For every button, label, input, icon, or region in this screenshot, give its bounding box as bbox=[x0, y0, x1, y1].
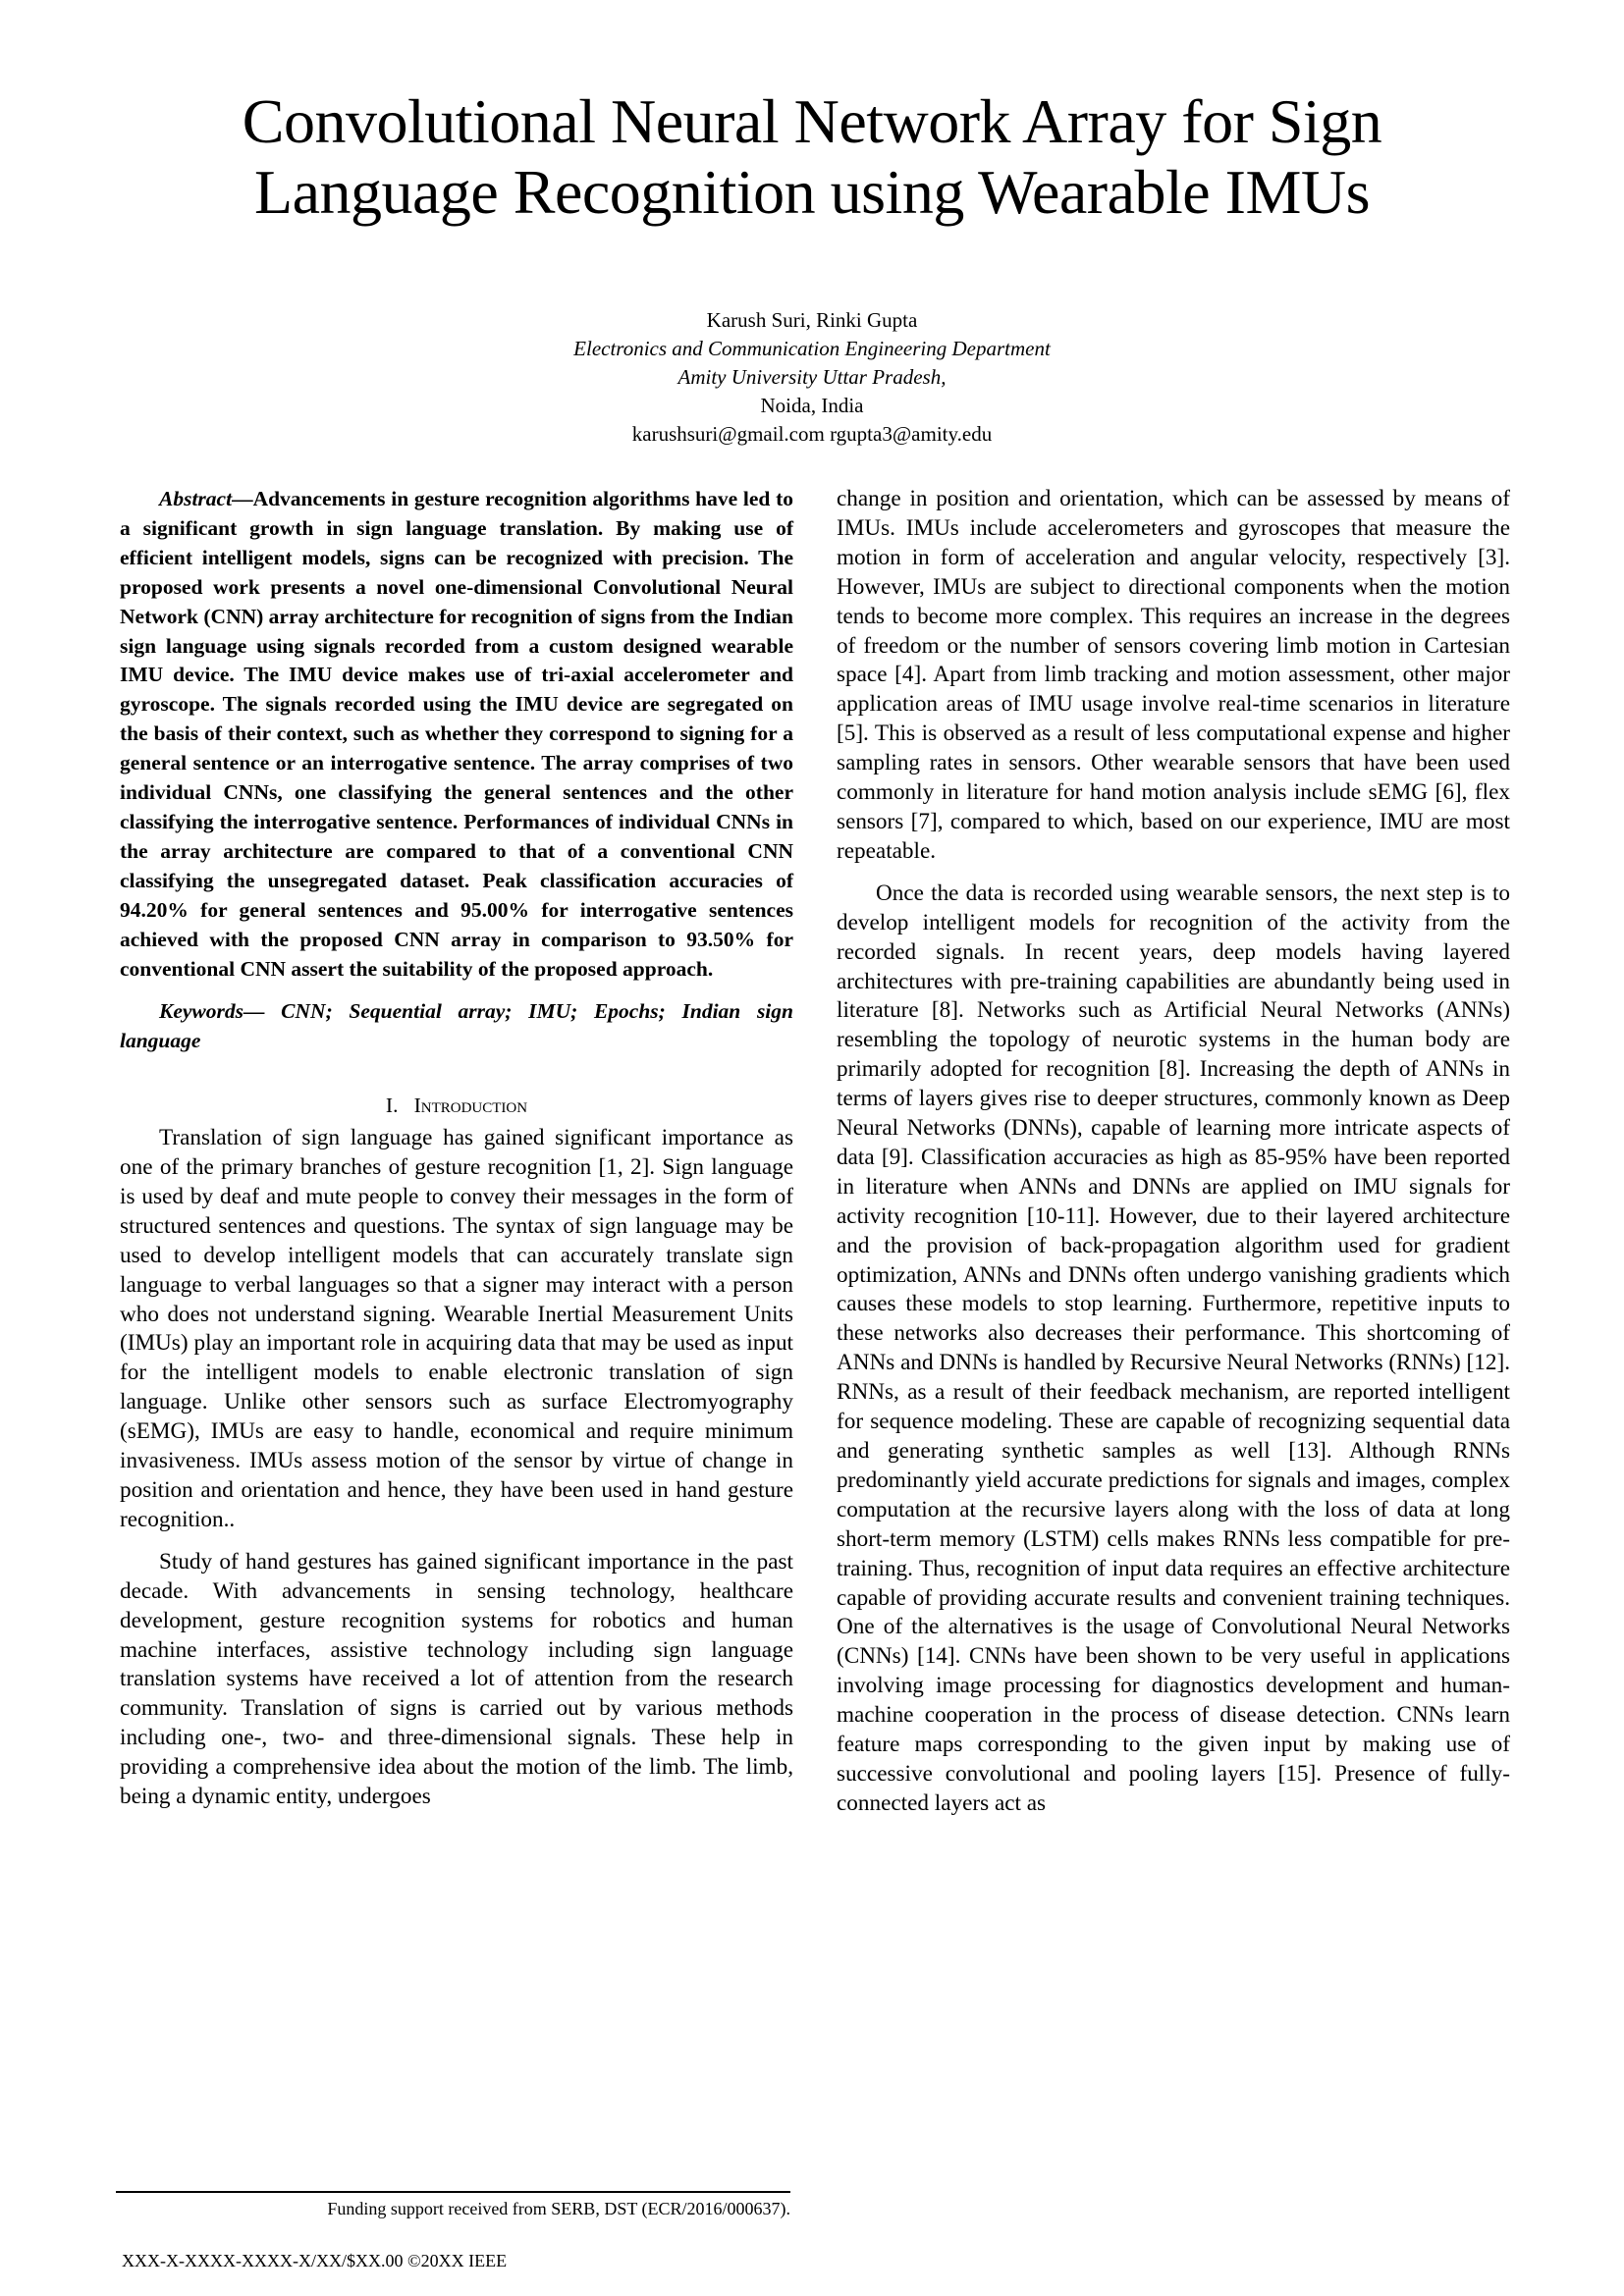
author-block bbox=[0, 306, 1624, 449]
left-column bbox=[120, 485, 793, 1812]
intro-paragraph-2-continued: change in position and orientation, which can be assessed by means of IMUs. IMUs include accelerometers and gyroscopes that measure the motion in form of acceleration and angular velocity, respectively [3]. However, IMUs are subject to directional components when the motion tends to become more complex. This requires an increase in the degrees of freedom or the number of sensors covering limb motion in Cartesian space [4]. Apart from limb tracking and motion assessment, other major application areas of IMU usage involve real-time scenarios in literature [5]. This is observed as a result of less computational expense and higher sampling rates in sensors. Other wearable sensors that have been used commonly in literature for hand motion analysis include sEMG [6], flex sensors [7], compared to which, based on our experience, IMU are most repeatable. bbox=[837, 486, 1510, 864]
section-heading-introduction bbox=[120, 1092, 793, 1121]
abstract bbox=[120, 485, 793, 984]
author-names: Karush Suri, Rinki Gupta bbox=[706, 308, 918, 332]
abstract-text: Advancements in gesture recognition algorithms have led to a significant growth in sign language translation. By making use of efficient intelligent models, signs can be recognized with precision. The proposed work presents a novel one-dimensional Convolutional Neural Network (CNN) array architecture for recognition of signs from the Indian sign language using signals recorded from a custom designed wearable IMU device. The IMU device makes use of tri-axial accelerometer and gyroscope. The signals recorded using the IMU device are segregated on the basis of their context, such as whether they correspond to signing for a general sentence or an interrogative sentence. The array comprises of two individual CNNs, one classifying the general sentences and the other classifying the interrogative sentence. Performances of individual CNNs in the array architecture are compared to that of a conventional CNN classifying the unsegregated dataset. Peak classification accuracies of 94.20% for general sentences and 95.00% for interrogative sentences achieved with the proposed CNN array in comparison to 93.50% for conventional CNN assert the suitability of the proposed approach. bbox=[120, 487, 793, 981]
author-university: Amity University Uttar Pradesh, bbox=[677, 365, 947, 389]
intro-paragraph-1: Translation of sign language has gained significant importance as one of the primary branches of gesture recognition [1, 2]. Sign language is used by deaf and mute people to convey their messages in the form of structured sentences and questions. The syntax of sign language may be used to develop intelligent models that can accurately translate sign language to verbal languages so that a signer may interact with a person who does not understand signing. Wearable Inertial Measurement Units (IMUs) play an important role in acquiring data that may be used as input for the intelligent models to enable electronic translation of sign language. Unlike other sensors such as surface Electromyography (sEMG), IMUs are easy to handle, economical and require minimum invasiveness. IMUs assess motion of the sensor by virtue of change in position and orientation and hence, they have been used in hand gesture recognition.. bbox=[120, 1125, 793, 1532]
abstract-dash: — bbox=[232, 487, 253, 510]
author-department: Electronics and Communication Engineering Department bbox=[573, 337, 1051, 360]
right-column bbox=[837, 485, 1510, 1819]
title-line-1: Convolutional Neural Network Array for Sign bbox=[242, 86, 1382, 156]
keywords bbox=[120, 997, 793, 1056]
funding-footnote: Funding support received from SERB, DST (ECR/2016/000637). bbox=[327, 2199, 790, 2218]
author-location: Noida, India bbox=[760, 394, 864, 417]
footnote-divider bbox=[116, 2191, 790, 2193]
title-line-2: Language Recognition using Wearable IMUs bbox=[253, 157, 1371, 227]
intro-paragraph-2: Study of hand gestures has gained significant importance in the past decade. With advancements in sensing technology, healthcare development, gesture recognition systems for robotics and human machine interfaces, assistive technology including sign language translation systems have received a lot of attention from the research community. Translation of signs is carried out by various methods including one-, two- and three-dimensional signals. These help in providing a comprehensive idea about the motion of the limb. The limb, being a dynamic entity, undergoes bbox=[120, 1548, 793, 1810]
copyright-notice: XXX-X-XXXX-XXXX-X/XX/$XX.00 ©20XX IEEE bbox=[122, 2251, 508, 2270]
author-emails: karushsuri@gmail.com rgupta3@amity.edu bbox=[631, 422, 993, 446]
section-title: Introduction bbox=[413, 1094, 528, 1118]
abstract-label: Abstract bbox=[159, 487, 233, 510]
paper-title bbox=[0, 86, 1624, 228]
keywords-text: CNN; Sequential array; IMU; Epochs; Indian sign language bbox=[120, 999, 793, 1053]
keywords-label: Keywords— bbox=[159, 999, 265, 1024]
intro-paragraph-3: Once the data is recorded using wearable sensors, the next step is to develop intelligent models for recognition of the activity from the recorded signals. In recent years, deep models having layered architectures with pre-training capabilities are abundantly being used in literature [8]. Networks such as Artificial Neural Networks (ANNs) resembling the topology of neurotic systems in the human body are primarily adopted for recognition [8]. Increasing the depth of ANNs in terms of layers gives rise to deeper structures, commonly known as Deep Neural Networks (DNNs), capable of learning more intricate aspects of data [9]. Classification accuracies as high as 85-95% have been reported in literature when ANNs and DNNs are applied on IMU signals for activity recognition [10-11]. However, due to their layered architecture and the provision of back-propagation algorithm used for gradient optimization, ANNs and DNNs often undergo vanishing gradients which causes these models to stop learning. Furthermore, repetitive inputs to these networks also decreases their performance. This shortcoming of ANNs and DNNs is handled by Recursive Neural Networks (RNNs) [12]. RNNs, as a result of their feedback mechanism, are reported intelligent for sequence modeling. These are capable of recognizing sequential data and generating synthetic samples as well [13]. Although RNNs predominantly yield accurate predictions for signals and images, complex computation at the recursive layers along with the loss of data at long short-term memory (LSTM) cells makes RNNs less compatible for pre-training. Thus, recognition of input data requires an effective architecture capable of providing accurate results and convenient training techniques. One of the alternatives is the usage of Convolutional Neural Networks (CNNs) [14]. CNNs have been shown to be very useful in applications involving image processing for diagnostics development and human-machine cooperation in the process of disease detection. CNNs learn feature maps corresponding to the given input by making use of successive convolutional and pooling layers [15]. Presence of fully-connected layers act as bbox=[837, 880, 1510, 1816]
section-number: I. bbox=[385, 1094, 399, 1118]
